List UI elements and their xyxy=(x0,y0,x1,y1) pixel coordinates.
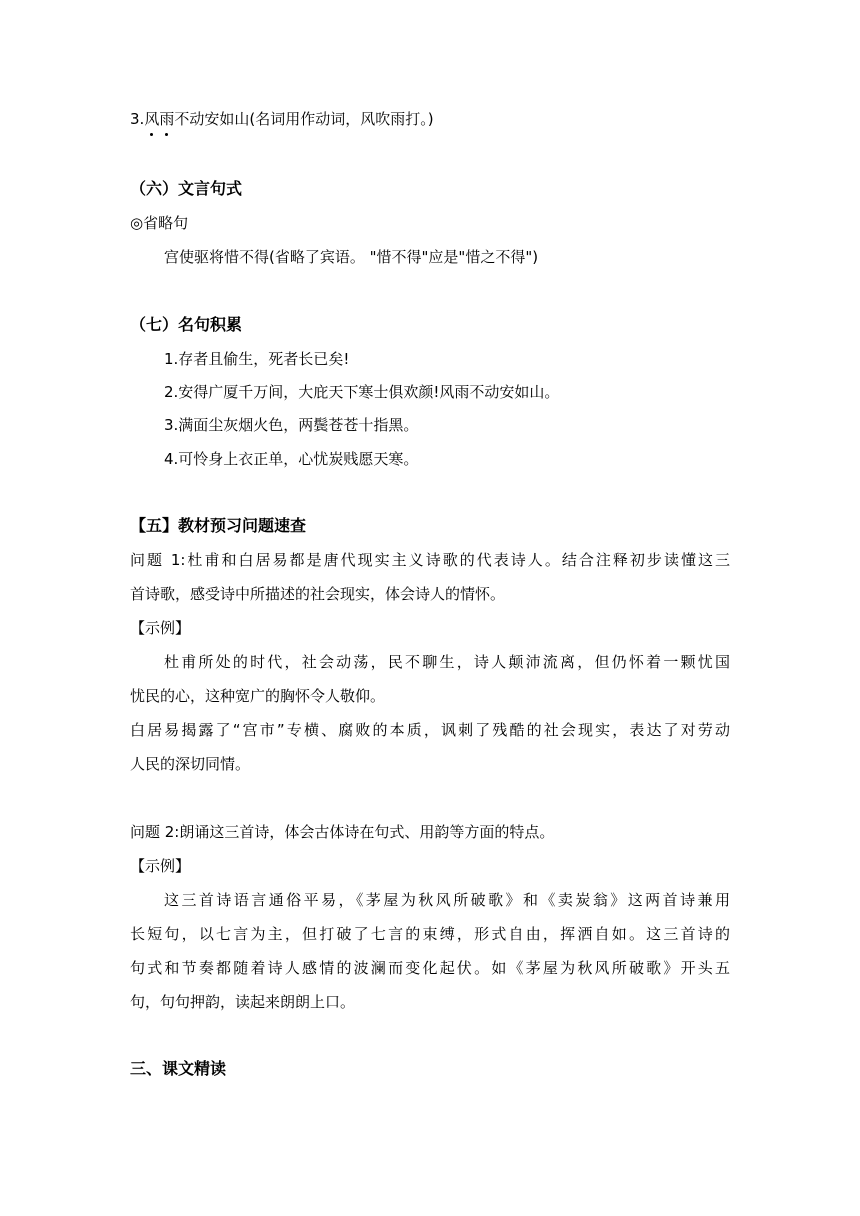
item-3-number: 3. xyxy=(130,110,145,128)
section-6-heading: （六）文言句式 xyxy=(130,179,243,198)
quote-item: 4.可怜身上衣正单，心忧炭贱愿天寒。 xyxy=(164,450,419,468)
answer-1-line: 杜甫所处的时代，社会动荡，民不聊生，诗人颠沛流离，但仍怀着一颗忧国 xyxy=(164,653,730,671)
quote-item: 1.存者且偷生，死者长已矣! xyxy=(164,350,350,368)
emphasis-char: 风 xyxy=(144,110,160,128)
section-6-subheading: ◎省略句 xyxy=(130,214,189,232)
answer-2-line: 句，句句押韵，读起来朗朗上口。 xyxy=(130,993,356,1011)
quote-item: 3.满面尘灰烟火色，两鬓苍苍十指黑。 xyxy=(164,416,419,434)
section-7-heading: （七）名句积累 xyxy=(130,315,243,334)
answer-1-line: 人民的深切同情。 xyxy=(130,755,251,773)
answer-2-line: 这三首诗语言通俗平易，《茅屋为秋风所破歌》和《卖炭翁》这两首诗兼用 xyxy=(164,891,730,909)
example-label: 【示例】 xyxy=(130,619,191,637)
emphasis-char: 雨 xyxy=(159,110,175,128)
answer-2-line: 长短句，以七言为主，但打破了七言的束缚，形式自由，挥洒自如。这三首诗的 xyxy=(130,925,730,943)
item-3-text: 不动安如山(名词用作动词，风吹雨打。) xyxy=(174,110,434,128)
question-1-line: 首诗歌，感受诗中所描述的社会现实，体会诗人的情怀。 xyxy=(130,585,506,603)
question-2-line: 问题 2:朗诵这三首诗，体会古体诗在句式、用韵等方面的特点。 xyxy=(130,823,555,841)
section-3-heading: 三、课文精读 xyxy=(130,1059,227,1078)
answer-2-line: 句式和节奏都随着诗人感情的波澜而变化起伏。如《茅屋为秋风所破歌》开头五 xyxy=(130,959,730,977)
section-5-heading: 【五】教材预习问题速查 xyxy=(130,516,307,535)
answer-1-line: 白居易揭露了“宫市”专横、腐败的本质，讽刺了残酷的社会现实，表达了对劳动 xyxy=(130,721,730,739)
answer-1-line: 忧民的心，这种宽广的胸怀令人敬仰。 xyxy=(130,687,386,705)
quote-item: 2.安得广厦千万间，大庇天下寒士俱欢颜!风雨不动安如山。 xyxy=(164,383,560,401)
section-6-example: 宫使驱将惜不得(省略了宾语。 "惜不得"应是"惜之不得") xyxy=(164,248,539,266)
question-1-line: 问题 1:杜甫和白居易都是唐代现实主义诗歌的代表诗人。结合注释初步读懂这三 xyxy=(130,551,730,569)
example-label: 【示例】 xyxy=(130,857,191,875)
item-3-line xyxy=(130,108,434,130)
